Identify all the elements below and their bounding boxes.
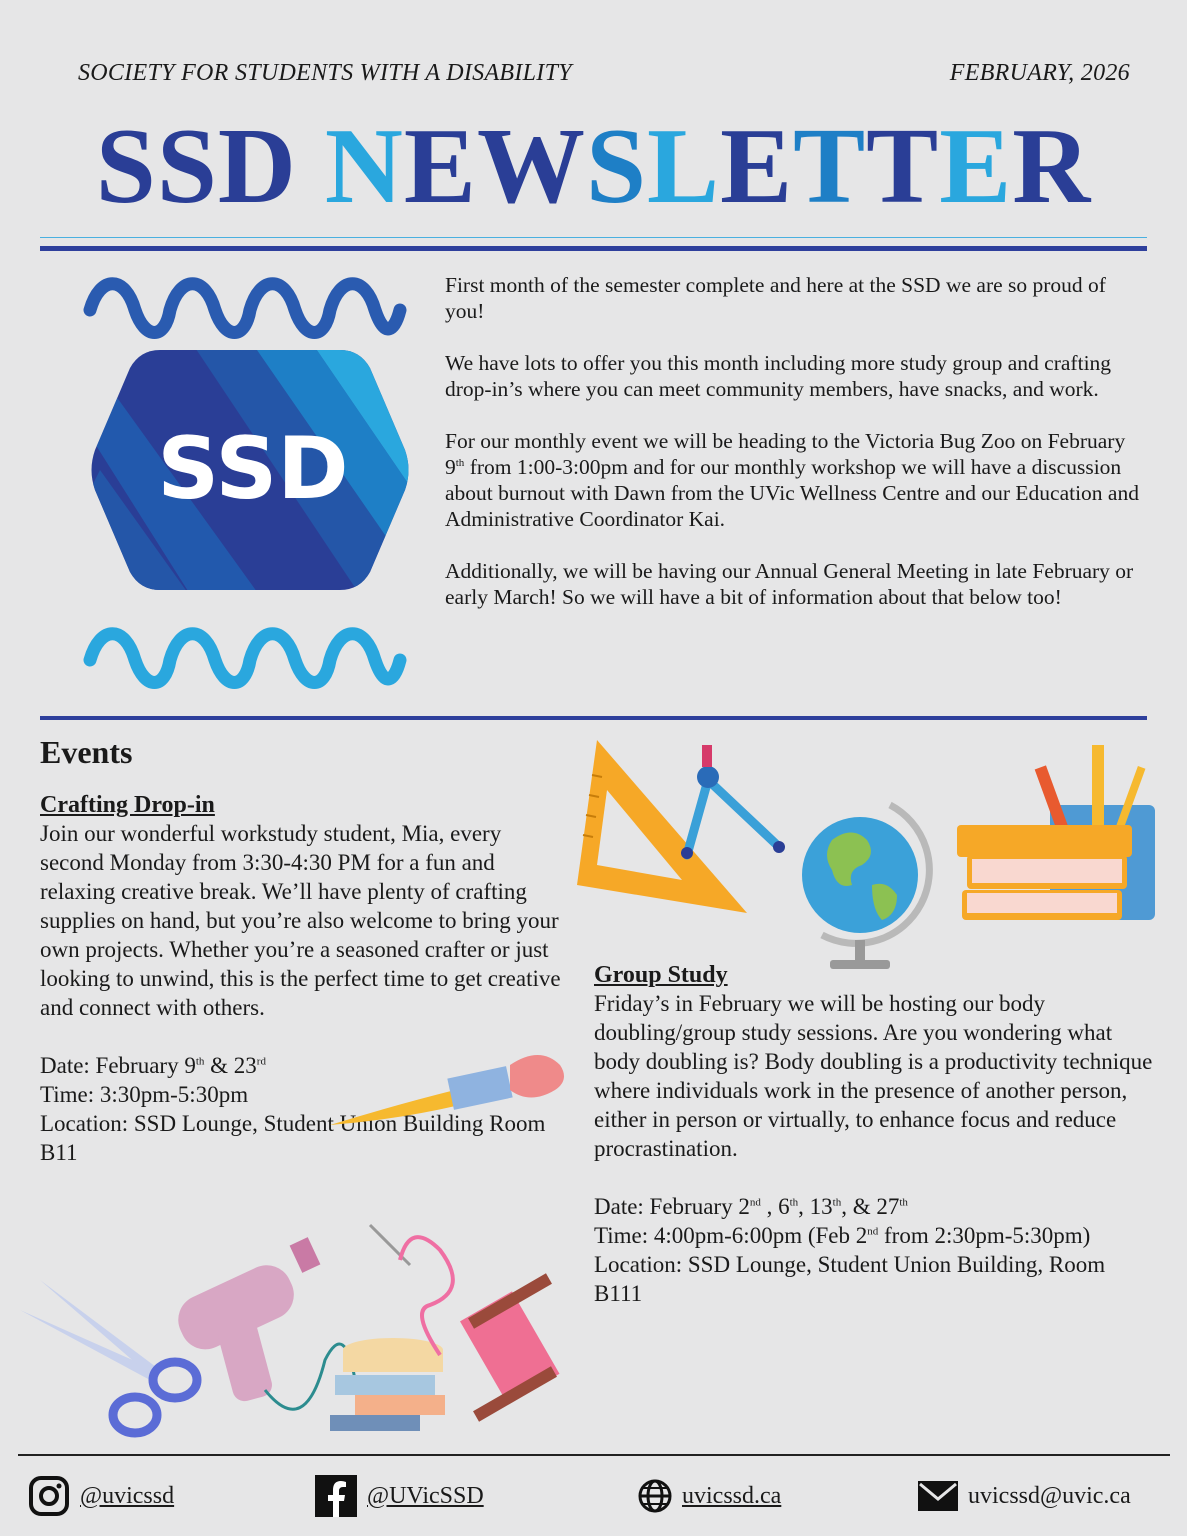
website-link[interactable] bbox=[638, 1476, 781, 1516]
group-study-title: Group Study bbox=[594, 962, 728, 988]
scissors-icon bbox=[20, 1280, 197, 1433]
title-letter: S bbox=[585, 107, 648, 226]
crafting-date-sup2: rd bbox=[256, 1055, 266, 1068]
title-letter: N bbox=[324, 107, 404, 226]
instagram-icon bbox=[28, 1475, 70, 1517]
crafting-date-a: Date: February 9 bbox=[40, 1053, 196, 1078]
title-letter: L bbox=[647, 107, 721, 226]
top-squiggle-icon bbox=[90, 284, 400, 333]
facebook-handle[interactable]: @UVicSSD bbox=[367, 1482, 484, 1509]
ssd-logo-graphic bbox=[80, 270, 410, 700]
email-address[interactable]: uvicssd@uvic.ca bbox=[968, 1482, 1131, 1509]
issue-date: FEBRUARY, 2026 bbox=[949, 60, 1130, 86]
title-letter: S bbox=[156, 107, 218, 226]
intro-paragraph-4: Additionally, we will be having our Annual General Meeting in late February or early March! So we will have a bit of information about that below too! bbox=[445, 559, 1134, 609]
intro-p3-text-b: from 1:00-3:00pm and for our monthly workshop we will have a discussion about burnout with Dawn from the UVic Wellness Centre and our Education and Administrative Coordinator Kai. bbox=[445, 455, 1139, 531]
group-study-time bbox=[594, 1221, 1154, 1250]
envelope-icon bbox=[918, 1481, 958, 1511]
title-letter: E bbox=[939, 107, 1013, 226]
crafting-location: Location: SSD Lounge, Student Union Building Room B11 bbox=[40, 1111, 546, 1165]
intro-p3-text-a: For our monthly event we will be heading to the Victoria Bug Zoo on February 9 bbox=[445, 429, 1126, 479]
section-divider bbox=[40, 716, 1147, 720]
title-letter: E bbox=[720, 107, 794, 226]
events-heading: Events bbox=[40, 734, 133, 770]
instagram-handle[interactable]: @uvicssd bbox=[80, 1482, 175, 1509]
facebook-link[interactable] bbox=[315, 1476, 484, 1516]
globe-icon bbox=[638, 1479, 672, 1513]
group-study-section bbox=[594, 962, 1154, 1308]
footer-rule bbox=[18, 1454, 1170, 1456]
gs-date-a: Date: February 2 bbox=[594, 1194, 750, 1219]
gs-time-a: Time: 4:00pm-6:00pm (Feb 2 bbox=[594, 1223, 868, 1248]
header-thin-rule bbox=[40, 237, 1147, 238]
crafting-description: Join our wonderful workstudy student, Mia, every second Monday from 3:30-4:30 PM for a fun and relaxing creative break. We’ll have plenty of crafting supplies on hand, but you’re also welcome to bring your own projects. Whether you’re a seasoned crafter or just looking to unwind, this is the perfect time to get creative and connect with others. bbox=[40, 821, 561, 1020]
group-study-date bbox=[594, 1192, 1154, 1221]
intro-p3-sup: th bbox=[455, 456, 465, 469]
email-link[interactable] bbox=[918, 1476, 1131, 1516]
crafting-time: Time: 3:30pm-5:30pm bbox=[40, 1082, 249, 1107]
intro-paragraph-3 bbox=[445, 428, 1145, 532]
gs-date-d: , & 27 bbox=[841, 1194, 900, 1219]
crafting-title: Crafting Drop-in bbox=[40, 792, 215, 818]
crafting-date-sup1: th bbox=[195, 1055, 205, 1068]
title-letter: T bbox=[866, 107, 940, 226]
facebook-icon bbox=[315, 1475, 357, 1517]
bottom-squiggle-icon bbox=[90, 634, 400, 683]
thread-spool-icon bbox=[460, 1273, 559, 1421]
paintbrush-icon bbox=[325, 1050, 575, 1130]
title-letter: W bbox=[476, 107, 586, 226]
gs-date-sup2: th bbox=[789, 1196, 799, 1209]
crafting-date-b: & 23 bbox=[204, 1053, 257, 1078]
crafting-supplies-illustration bbox=[15, 1220, 585, 1445]
gs-date-sup4: th bbox=[899, 1196, 908, 1209]
title-letter: T bbox=[793, 107, 867, 226]
compass-icon bbox=[681, 745, 785, 859]
gs-date-sup3: th bbox=[832, 1196, 842, 1209]
needle-and-thread-icon bbox=[370, 1225, 453, 1355]
logo-text: SSD bbox=[157, 419, 349, 519]
set-square-icon bbox=[577, 740, 747, 913]
intro-paragraph-1: First month of the semester complete and here at the SSD we are so proud of you! bbox=[445, 273, 1106, 323]
gs-date-b: , 6 bbox=[760, 1194, 790, 1219]
group-study-location: Location: SSD Lounge, Student Union Building, Room B111 bbox=[594, 1252, 1106, 1306]
title-letter: D bbox=[217, 107, 297, 226]
group-study-description: Friday’s in February we will be hosting our body doubling/group study sessions. Are you wondering what body doubling is? Body doubling is a productivity technique where individuals work in the presence of another person, either in person or virtually, to enhance focus and reduce procrastination. bbox=[594, 991, 1153, 1161]
instagram-link[interactable] bbox=[28, 1476, 174, 1516]
gs-date-c: , 13 bbox=[798, 1194, 833, 1219]
title-letter: E bbox=[403, 107, 477, 226]
header-thick-rule bbox=[40, 246, 1147, 251]
title-letter bbox=[297, 107, 325, 226]
organization-name: SOCIETY FOR STUDENTS WITH A DISABILITY bbox=[78, 60, 572, 86]
washi-tape-icon bbox=[330, 1338, 445, 1431]
gs-time-sup: nd bbox=[867, 1225, 879, 1238]
intro-paragraph-2: We have lots to offer you this month including more study group and crafting drop-in’s where you can meet community members, have snacks, and work. bbox=[445, 351, 1112, 401]
books-and-pencils-icon bbox=[957, 745, 1155, 920]
school-supplies-illustration bbox=[572, 735, 1162, 980]
intro-section bbox=[445, 272, 1145, 636]
website-url[interactable]: uvicssd.ca bbox=[682, 1482, 782, 1509]
gs-date-sup1: nd bbox=[749, 1196, 761, 1209]
globe-icon bbox=[802, 805, 929, 969]
newsletter-title bbox=[0, 108, 1187, 227]
gs-time-b: from 2:30pm-5:30pm) bbox=[878, 1223, 1091, 1248]
title-letter: R bbox=[1012, 107, 1092, 226]
title-letter: S bbox=[95, 107, 157, 226]
